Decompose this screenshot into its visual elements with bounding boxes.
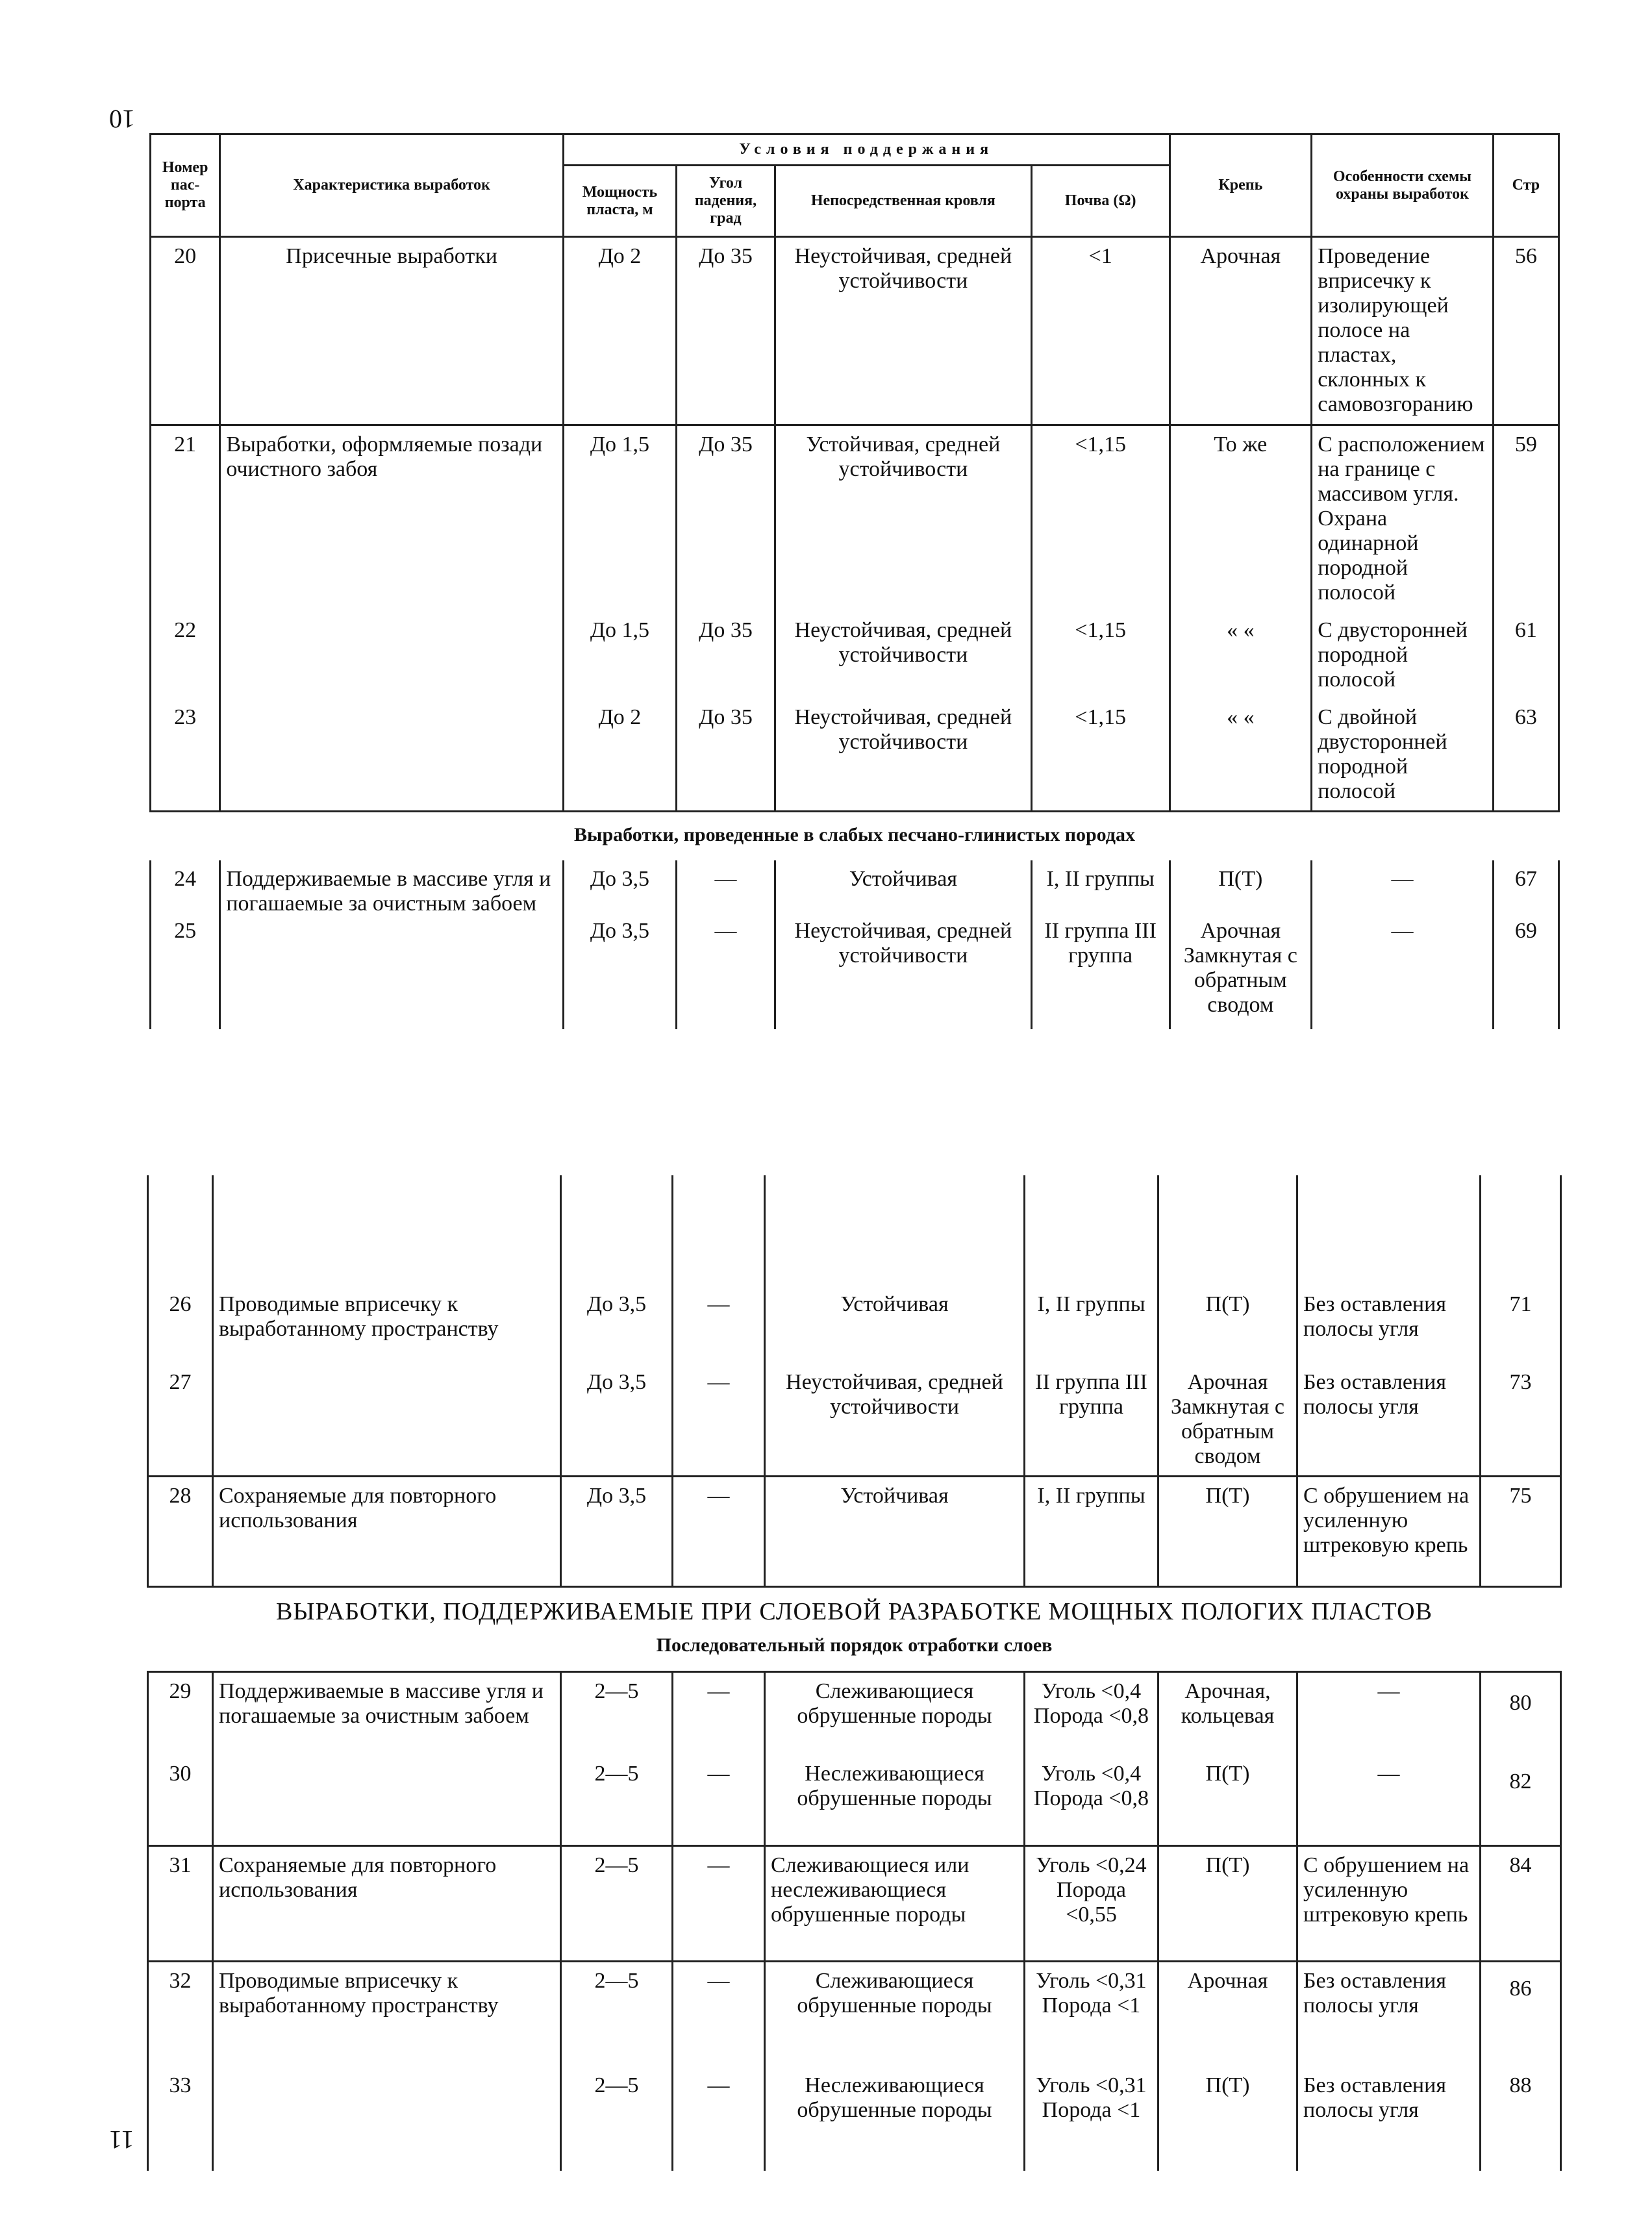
table-row: 31 Сохраняемые для повторного использования 2—5 — Слеживающиеся или неслеживающиеся обрушенные породы Уголь <0,24 Порода <0,55 П(Т) С обрушением на усиленную штрековую крепь 84 [148, 1846, 1561, 1962]
table-row: 28 Сохраняемые для повторного использования До 3,5 — Устойчивая I, II группы П(Т) С обрушением на усиленную штрековую крепь 75 [148, 1477, 1561, 1587]
header-number: Номер пас- порта [151, 134, 220, 237]
page-number-bottom: 11 [109, 2125, 134, 2155]
upper-table-block [149, 133, 1560, 1029]
table-row: 27 До 3,5 — Неустойчивая, средней устойчивости II группа III группа Арочная Замкнутая с обратным сводом Без оставления полосы угля 73 [148, 1364, 1561, 1477]
table-row: 33 2—5 — Неслеживающиеся обрушенные породы Уголь <0,31 Порода <1 П(Т) Без оставления полосы угля 88 [148, 2067, 1561, 2171]
header-support: Крепь [1170, 134, 1312, 237]
section-row [151, 812, 1559, 861]
section-sequential: Последовательный порядок отработки слоев [656, 1634, 1053, 1656]
table-row: 24 Поддерживаемые в массиве угля и погашаемые за очистным забоем До 3,5 — Устойчивая I, II группы П(Т) — 67 [151, 860, 1559, 912]
table-spacer-row [148, 1175, 1561, 1286]
table-row: 22 До 1,5 До 35 Неустойчивая, средней устойчивости <1,15 « « С двусторонней породной полосой 61 [151, 612, 1559, 699]
header-floor: Почва (Ω) [1031, 166, 1170, 237]
header-features: Особенности схемы охраны выработок [1312, 134, 1493, 237]
header-page: Стр [1493, 134, 1558, 237]
table-row: 25 До 3,5 — Неустойчивая, средней устойчивости II группа III группа Арочная Замкнутая с обратным сводом — 69 [151, 912, 1559, 1029]
upper-table [149, 133, 1560, 1029]
table-row: 26 Проводимые вприсечку к выработанному пространству До 3,5 — Устойчивая I, II группы П(Т) Без оставления полосы угля 71 [148, 1286, 1561, 1364]
table-row: 29 Поддерживаемые в массиве угля и погашаемые за очистным забоем 2—5 — Слеживающиеся обрушенные породы Уголь <0,4 Порода <0,8 Арочная, кольцевая — 80 [148, 1672, 1561, 1755]
section-layered: ВЫРАБОТКИ, ПОДДЕРЖИВАЕМЫЕ ПРИ СЛОЕВОЙ РАЗРАБОТКЕ МОЩНЫХ ПОЛОГИХ ПЛАСТОВ [148, 1587, 1561, 1631]
lower-table [147, 1175, 1562, 2171]
section-row [148, 1587, 1561, 1631]
page-number-top: 10 [109, 105, 135, 134]
lower-table-block [147, 1175, 1560, 2171]
section-row [148, 1631, 1561, 1672]
header-angle: Угол падения, град [677, 166, 775, 237]
table-row: 30 2—5 — Неслеживающиеся обрушенные породы Уголь <0,4 Порода <0,8 П(Т) — 82 [148, 1755, 1561, 1846]
header-conditions: Условия поддержания [563, 134, 1170, 166]
header-characteristic: Характеристика выработок [220, 134, 564, 237]
table-row: 21 Выработки, оформляемые позади очистного забоя До 1,5 До 35 Устойчивая, средней устойчивости <1,15 То же С расположением на границе с массивом угля. Охрана одинарной породной полосой 59 [151, 425, 1559, 612]
section-weak-rocks: Выработки, проведенные в слабых песчано-глинистых породах [151, 812, 1559, 861]
table-row: 23 До 2 До 35 Неустойчивая, средней устойчивости <1,15 « « С двойной двусторонней породной полосой 63 [151, 699, 1559, 812]
table-row: 32 Проводимые вприсечку к выработанному пространству 2—5 — Слеживающиеся обрушенные породы Уголь <0,31 Порода <1 Арочная Без оставления полосы угля 86 [148, 1962, 1561, 2067]
header-roof: Непосредственная кровля [775, 166, 1031, 237]
table-row: 20 Присечные выработки До 2 До 35 Неустойчивая, средней устойчивости <1 Арочная Проведение вприсечку к изолирующей полосе на пластах, склонных к самовозгоранию 56 [151, 237, 1559, 425]
header-thickness: Мощность пласта, м [563, 166, 676, 237]
